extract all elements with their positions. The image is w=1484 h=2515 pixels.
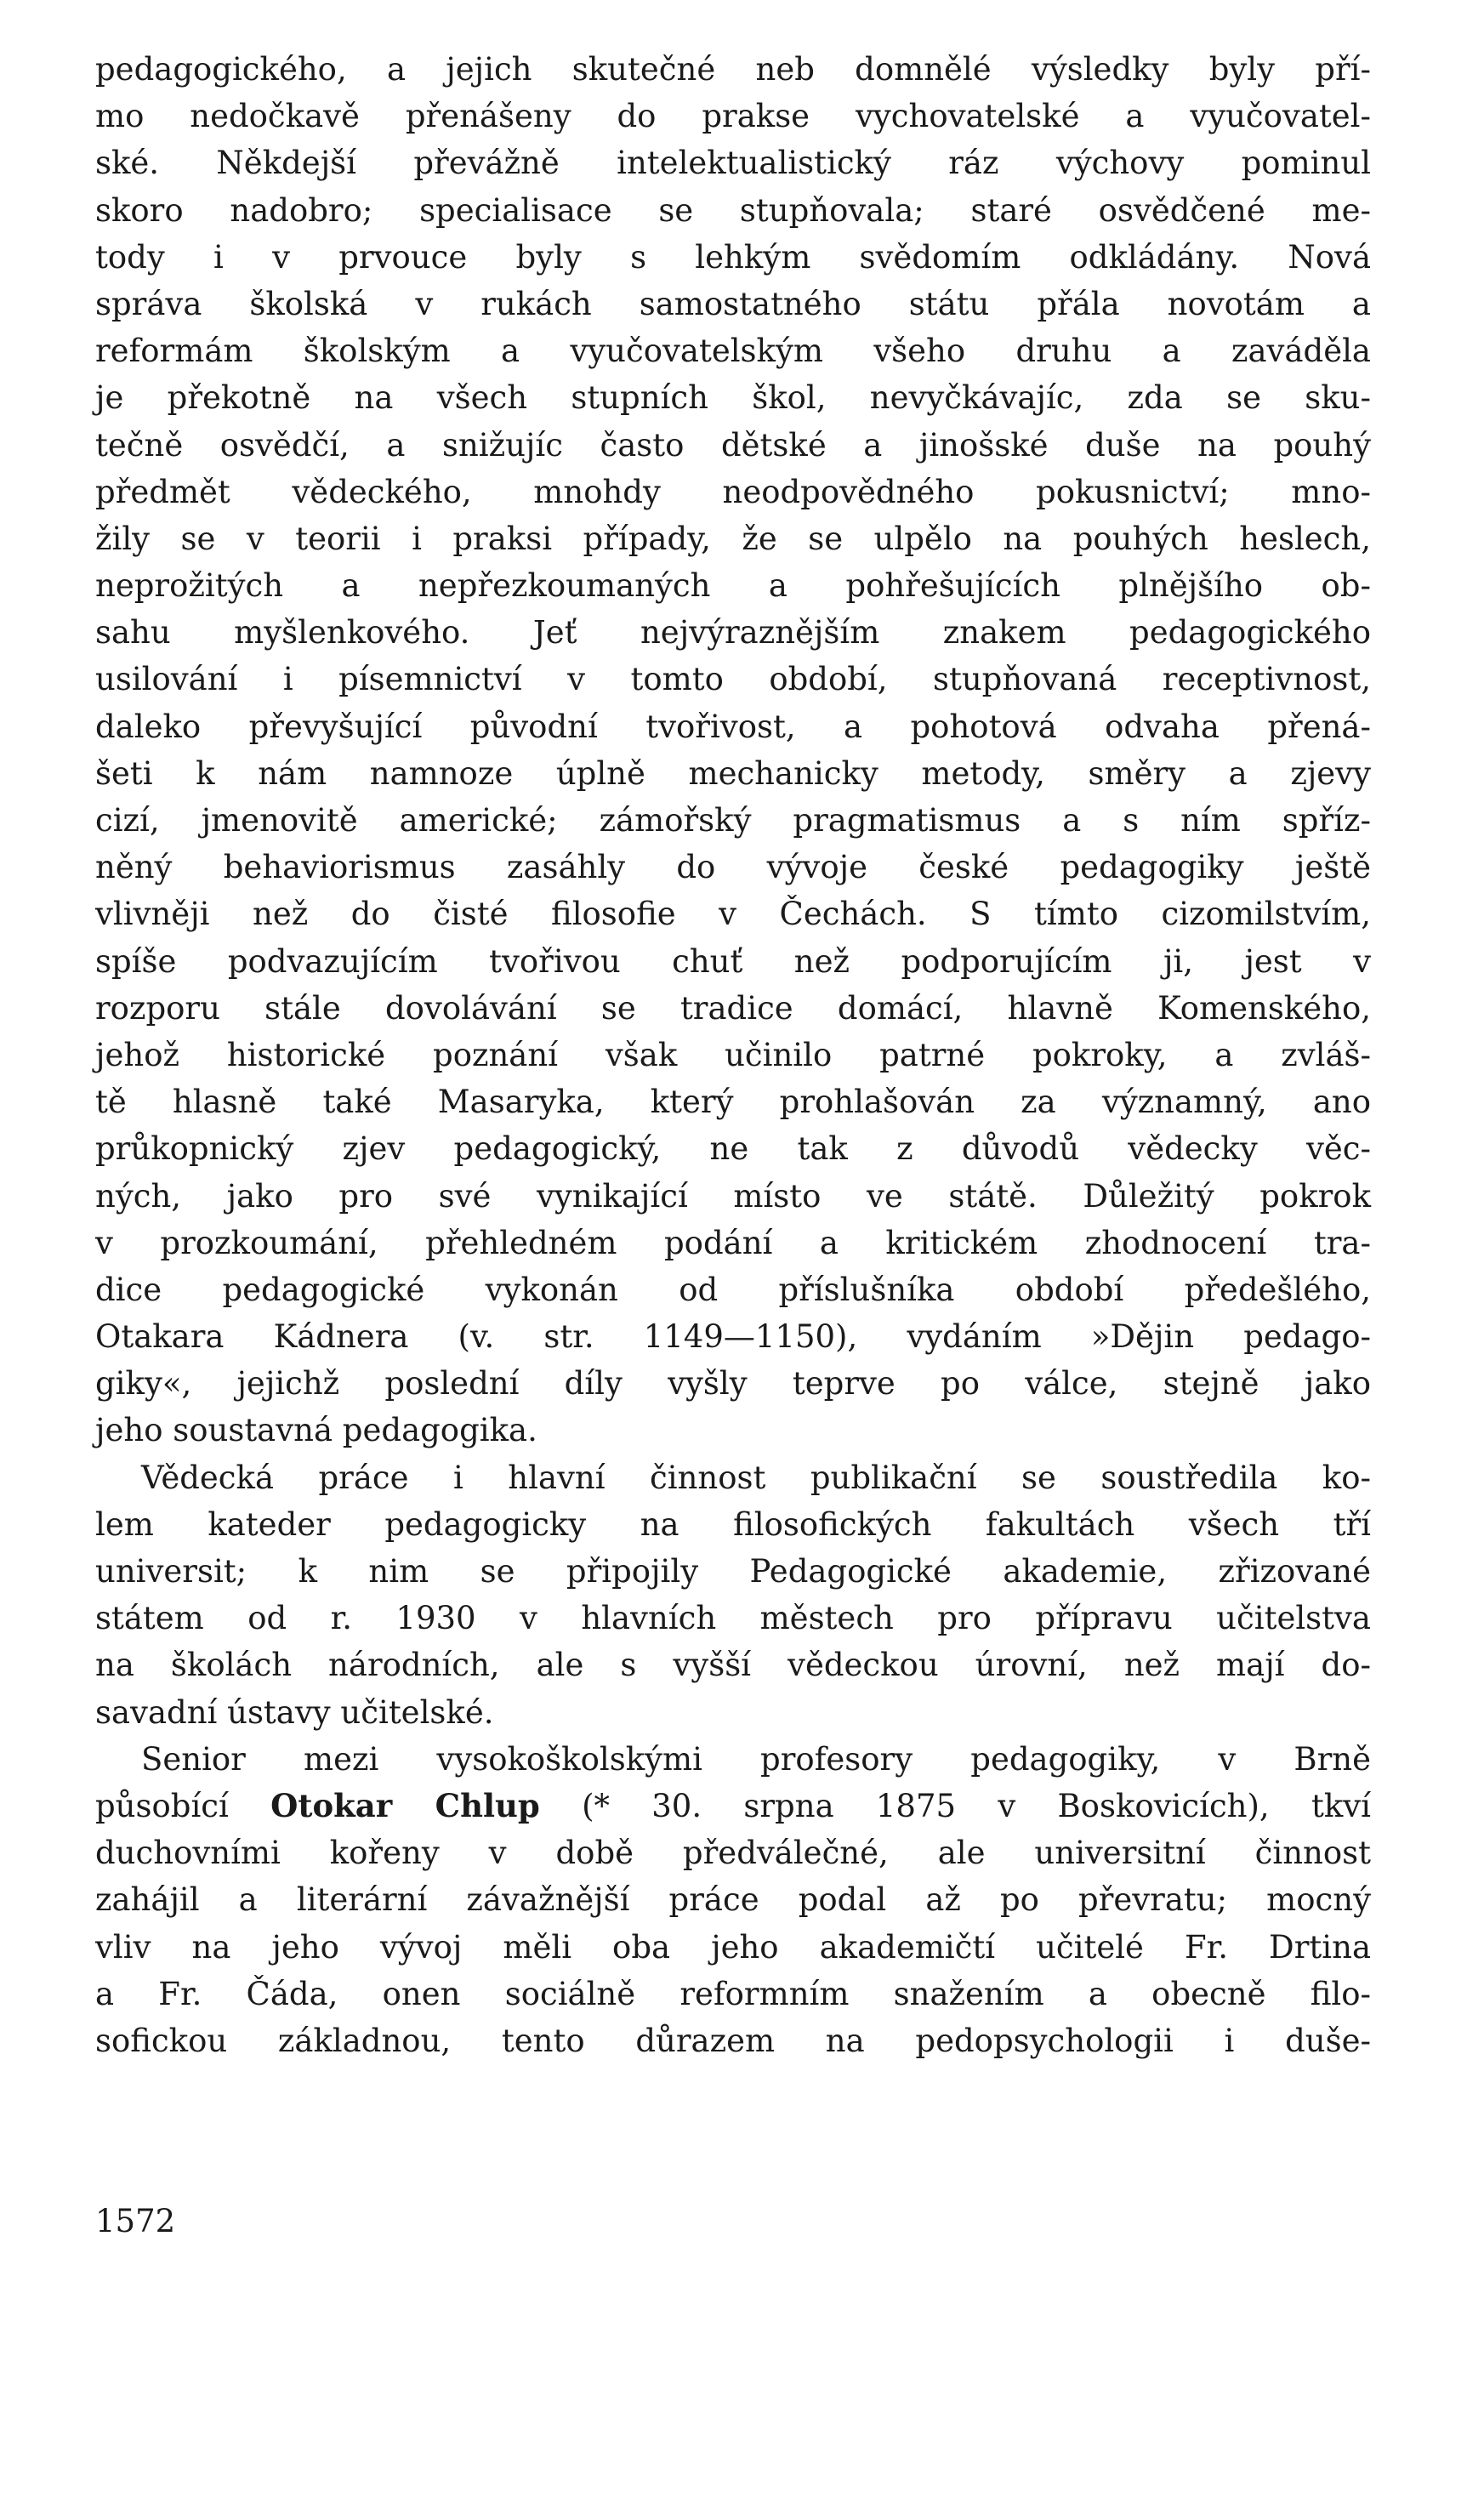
- paragraph-end-line: jeho soustavná pedagogika.: [95, 1412, 537, 1449]
- text-line: tě hlasně také Masaryka, který prohlašován za významný, ano: [95, 1084, 1371, 1121]
- text-line: duchovními kořeny v době předválečné, ale universitní činnost: [95, 1835, 1371, 1872]
- text-line: dice pedagogické vykonán od příslušníka období předešlého,: [95, 1271, 1371, 1308]
- text-line: spíše podvazujícím tvořivou chuť než podporujícím ji, jest v: [95, 942, 1371, 980]
- text-line: v prozkoumání, přehledném podání a kritickém zhodnocení tra-: [95, 1224, 1371, 1261]
- text-line: usilování i písemnictví v tomto období, stupňovaná receptivnost,: [95, 661, 1371, 698]
- text-line: žily se v teorii i praksi případy, že se ulpělo na pouhých heslech,: [95, 520, 1371, 557]
- paragraph-start-line: Vědecká práce i hlavní činnost publikační se soustředila ko-: [141, 1459, 1371, 1496]
- text-line: rozporu stále dovolávání se tradice domácí, hlavně Komenského,: [95, 989, 1371, 1027]
- text-line: lem kateder pedagogicky na filosofických fakultách všech tří: [95, 1505, 1371, 1543]
- text-line: jehož historické poznání však učinilo patrné pokroky, a zvláš-: [95, 1036, 1371, 1073]
- text-line: sofickou základnou, tento důrazem na pedopsychologii i duše-: [95, 2022, 1371, 2059]
- person-name-bold: Otokar Chlup: [270, 1786, 540, 1824]
- text-line: ské. Někdejší převážně intelektualistický ráz výchovy pominul: [95, 145, 1371, 182]
- text-line: reformám školským a vyučovatelským všeho druhu a zaváděla: [95, 333, 1371, 370]
- text-line: tečně osvědčí, a snižujíc často dětské a jinošské duše na pouhý: [95, 426, 1371, 464]
- text-line: vlivněji než do čisté filosofie v Čechách. S tímto cizomilstvím,: [95, 896, 1371, 933]
- text-line: daleko převyšující původní tvořivost, a pohotová odvaha přená-: [95, 708, 1371, 745]
- text-line: universit; k nim se připojily Pedagogické akademie, zřizované: [95, 1553, 1371, 1590]
- text-line: tody i v prvouce byly s lehkým svědomím odkládány. Nová: [95, 238, 1371, 276]
- text-line: a Fr. Čáda, onen sociálně reformním snažením a obecně filo-: [95, 1975, 1371, 2012]
- text-line: pedagogického, a jejich skutečné neb domnělé výsledky byly pří-: [95, 51, 1371, 88]
- text-line: je překotně na všech stupních škol, nevyčkávajíc, zda se sku-: [95, 379, 1371, 417]
- paragraph-end-line: savadní ústavy učitelské.: [95, 1693, 494, 1731]
- text-line: něný behaviorismus zasáhly do vývoje české pedagogiky ještě: [95, 849, 1371, 886]
- text-line: správa školská v rukách samostatného státu přála novotám a: [95, 285, 1371, 322]
- text-line: předmět vědeckého, mnohdy neodpovědného pokusnictví; mno-: [95, 473, 1371, 510]
- text-line: na školách národních, ale s vyšší vědeckou úrovní, než mají do-: [95, 1647, 1371, 1684]
- page-number: 1572: [95, 2203, 176, 2239]
- text-line: zahájil a literární závažnější práce podal až po převratu; mocný: [95, 1881, 1371, 1919]
- text-line: cizí, jmenovitě americké; zámořský pragmatismus a s ním spříz-: [95, 802, 1371, 839]
- text-line: skoro nadobro; specialisace se stupňovala; staré osvědčené me-: [95, 191, 1371, 229]
- text-line: Otakara Kádnera (v. str. 1149—1150), vydáním »Dějin pedago-: [95, 1318, 1371, 1356]
- paragraph-start-line: Senior mezi vysokoškolskými profesory pedagogiky, v Brně: [141, 1740, 1371, 1778]
- text-line-with-name: [95, 1783, 1371, 1829]
- line-text-after-name: (* 30. srpna 1875 v Boskovicích), tkví: [539, 1787, 1371, 1824]
- body-text: [95, 46, 1371, 2064]
- text-line: neprožitých a nepřezkoumaných a pohřešujících plnějšího ob-: [95, 567, 1371, 605]
- text-line: státem od r. 1930 v hlavních městech pro přípravu učitelstva: [95, 1600, 1371, 1637]
- text-line: sahu myšlenkového. Jeť nejvýraznějším znakem pedagogického: [95, 614, 1371, 652]
- line-text-before-name: působící: [95, 1787, 271, 1824]
- text-line: mo nedočkavě přenášeny do prakse vychovatelské a vyučovatel-: [95, 98, 1371, 135]
- text-line: šeti k nám namnoze úplně mechanicky metody, směry a zjevy: [95, 754, 1371, 792]
- text-line: giky«, jejichž poslední díly vyšly teprve po válce, stejně jako: [95, 1365, 1371, 1403]
- text-line: průkopnický zjev pedagogický, ne tak z důvodů vědecky věc-: [95, 1130, 1371, 1168]
- text-line: vliv na jeho vývoj měli oba jeho akademičtí učitelé Fr. Drtina: [95, 1928, 1371, 1966]
- text-line: ných, jako pro své vynikající místo ve státě. Důležitý pokrok: [95, 1177, 1371, 1215]
